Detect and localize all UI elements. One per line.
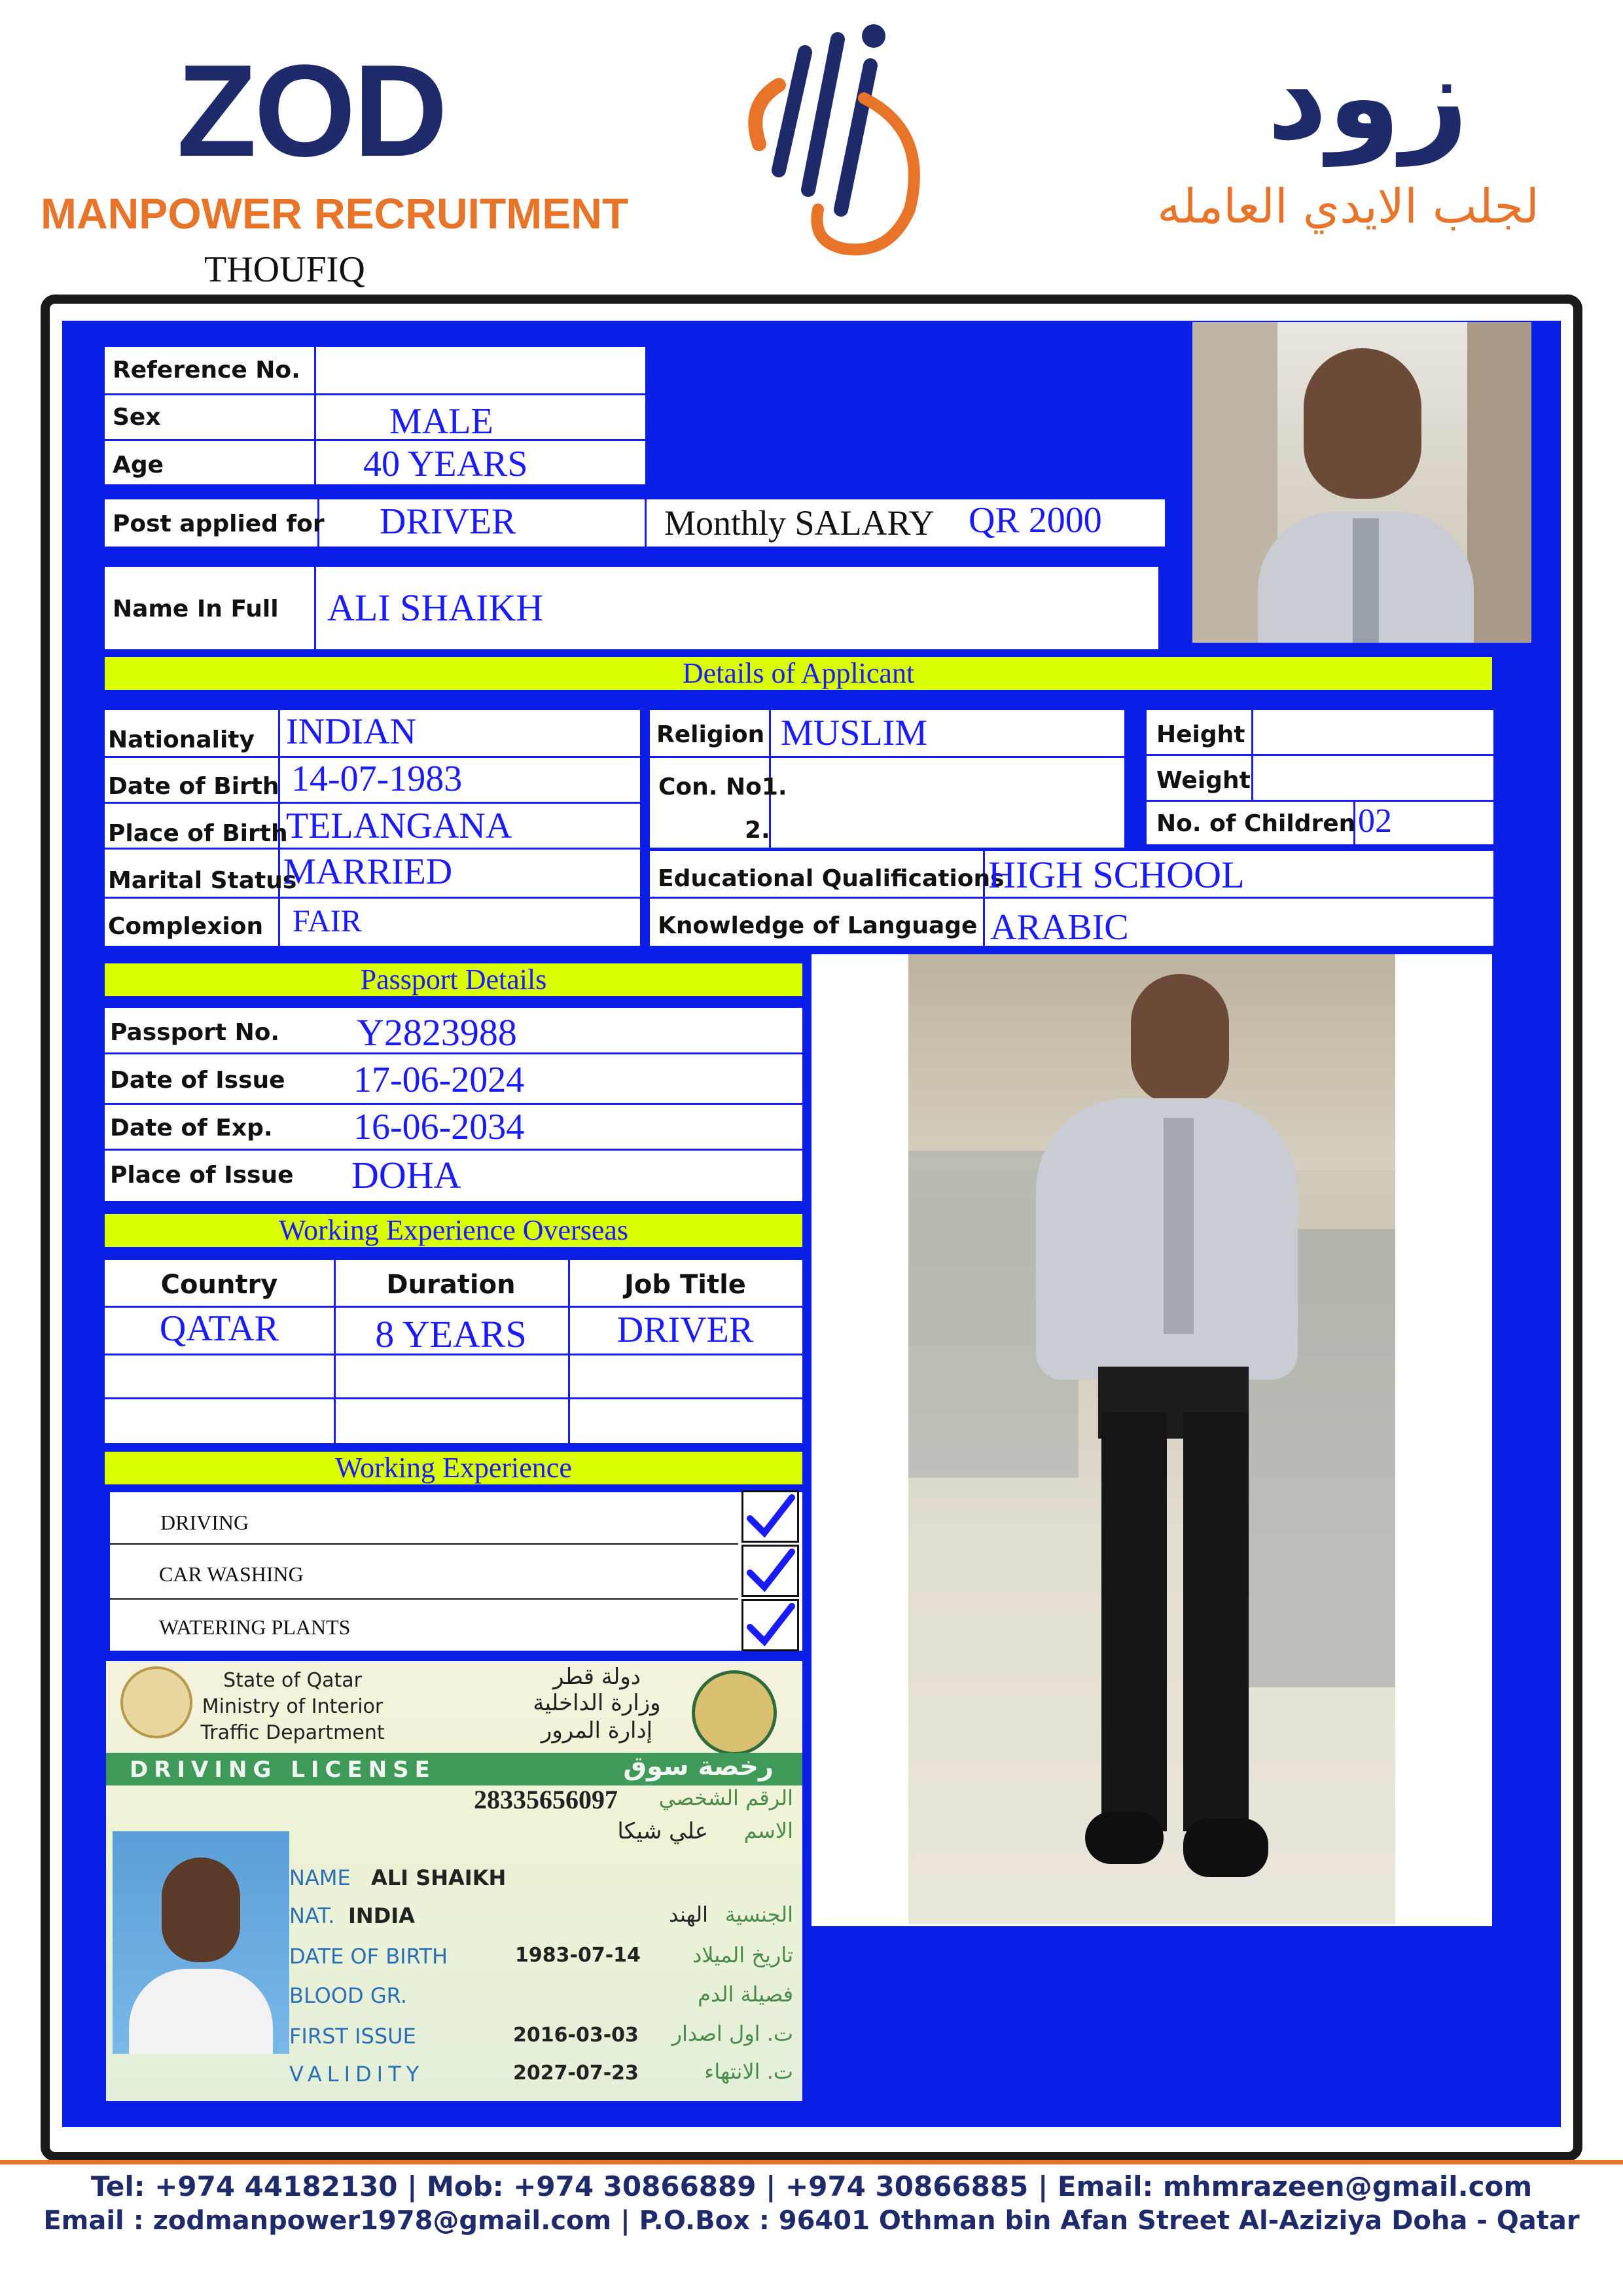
complexion-value: FAIR	[293, 904, 362, 939]
post-label: Post applied for	[113, 511, 325, 537]
issue-date-value: 17-06-2024	[353, 1060, 525, 1100]
salary-value: QR 2000	[969, 500, 1102, 541]
license-ar-name: علي شيكا	[617, 1818, 708, 1844]
expiry-date-label: Date of Exp.	[110, 1115, 273, 1141]
license-ar-nat-label: الجنسية	[724, 1902, 793, 1927]
license-name-label: NAME	[289, 1865, 351, 1890]
overseas-country-value: QATAR	[159, 1308, 279, 1349]
section-working-experience-overseas: Working Experience Overseas	[105, 1214, 802, 1247]
religion-label: Religion	[656, 721, 765, 748]
expiry-date-value: 16-06-2034	[353, 1107, 525, 1147]
overseas-header-country: Country	[160, 1270, 278, 1300]
license-ar-nat: الهند	[669, 1902, 708, 1927]
checkmark-icon	[743, 1492, 797, 1541]
applicant-portrait-photo	[1192, 322, 1531, 643]
arabic-brand: زود	[1267, 29, 1469, 166]
age-value: 40 YEARS	[363, 444, 528, 484]
overseas-header-duration: Duration	[386, 1270, 516, 1300]
license-first-issue-label: FIRST ISSUE	[289, 2024, 416, 2049]
issue-place-value: DOHA	[351, 1154, 461, 1196]
dob-value: 14-07-1983	[291, 759, 463, 799]
nationality-label: Nationality	[108, 726, 255, 753]
language-value: ARABIC	[990, 907, 1129, 948]
marital-value: MARRIED	[283, 852, 453, 892]
contact2-label: 2.	[745, 817, 770, 844]
license-blood-label: BLOOD GR.	[289, 1983, 407, 2008]
passport-no-value: Y2823988	[357, 1011, 517, 1054]
license-validity: 2027-07-23	[513, 2062, 639, 2085]
checkbox-watering-plants[interactable]	[741, 1599, 799, 1651]
license-title: DRIVING LICENSE	[130, 1757, 436, 1783]
issue-date-label: Date of Issue	[110, 1067, 285, 1094]
license-dob: 1983-07-14	[515, 1944, 641, 1967]
complexion-label: Complexion	[108, 913, 264, 940]
pob-label: Place of Birth	[108, 820, 288, 847]
dob-label: Date of Birth	[108, 773, 279, 800]
gcc-emblem-icon	[692, 1670, 777, 1755]
license-dob-label: DATE OF BIRTH	[289, 1944, 448, 1969]
license-ar-state: دولة قطر	[553, 1664, 641, 1690]
post-value: DRIVER	[380, 501, 516, 542]
qatar-emblem-icon	[120, 1666, 192, 1738]
license-ar-blood-label: فصيلة الدم	[698, 1982, 793, 2007]
license-photo	[113, 1831, 289, 2054]
applicant-full-body-photo	[908, 954, 1395, 1924]
footer-contact-line-2: Email : zodmanpower1978@gmail.com | P.O.Box : 96401 Othman bin Afan Street Al-Aziziya Doha - Qatar	[43, 2206, 1580, 2236]
brand-tagline: MANPOWER RECRUITMENT	[41, 189, 629, 238]
checkbox-car-washing[interactable]	[741, 1545, 799, 1597]
weight-label: Weight	[1156, 767, 1251, 794]
agent-name: THOUFIQ	[204, 249, 365, 290]
education-label: Educational Qualifications	[658, 865, 1005, 892]
language-label: Knowledge of Language	[658, 912, 978, 939]
section-passport-details: Passport Details	[105, 963, 802, 996]
license-ar-department: إدارة المرور	[541, 1717, 653, 1744]
nationality-value: INDIAN	[286, 711, 417, 752]
license-nat: INDIA	[348, 1903, 415, 1928]
license-ar-number-label: الرقم الشخصي	[658, 1785, 793, 1810]
necktie	[1164, 1118, 1194, 1334]
driving-license-card	[106, 1661, 802, 2101]
sex-label: Sex	[113, 404, 161, 431]
sex-value: MALE	[389, 401, 493, 442]
checkmark-icon	[743, 1601, 797, 1649]
issue-place-label: Place of Issue	[110, 1162, 294, 1189]
age-label: Age	[113, 452, 164, 478]
overseas-header-job-title: Job Title	[624, 1270, 746, 1300]
education-value: HIGH SCHOOL	[988, 853, 1245, 896]
pob-value: TELANGANA	[286, 806, 512, 846]
full-name-value: ALI SHAIKH	[327, 586, 544, 629]
company-logo-icon	[733, 13, 942, 262]
license-number: 28335656097	[474, 1785, 618, 1814]
license-ar-title: رخصة سوق	[623, 1751, 774, 1782]
checkmark-icon	[743, 1547, 797, 1595]
arabic-tagline: لجلب الايدي العامله	[1157, 179, 1539, 234]
license-first-issue: 2016-03-03	[513, 2024, 639, 2047]
marital-label: Marital Status	[108, 867, 297, 894]
license-validity-label: VALIDITY	[289, 2062, 425, 2087]
license-department: Traffic Department	[200, 1721, 385, 1744]
experience-item: DRIVING	[160, 1511, 249, 1534]
contact1-label: Con. No1.	[658, 774, 787, 800]
section-details-of-applicant: Details of Applicant	[105, 657, 1492, 690]
section-working-experience: Working Experience	[105, 1452, 802, 1484]
checkbox-driving[interactable]	[741, 1490, 799, 1543]
religion-value: MUSLIM	[781, 713, 928, 753]
children-value: 02	[1358, 802, 1392, 840]
license-nat-label: NAT.	[289, 1903, 335, 1928]
experience-item: WATERING PLANTS	[159, 1615, 351, 1639]
license-ar-name-label: الاسم	[743, 1818, 793, 1843]
children-label: No. of Children	[1156, 810, 1356, 837]
reference-label: Reference No.	[113, 357, 300, 384]
footer-rule	[0, 2160, 1623, 2164]
overseas-duration-value: 8 YEARS	[375, 1313, 527, 1355]
overseas-job-title-value: DRIVER	[616, 1310, 754, 1350]
passport-no-label: Passport No.	[110, 1019, 280, 1046]
brand-logo-text: ZOD	[177, 38, 446, 184]
height-label: Height	[1156, 721, 1245, 748]
license-ministry: Ministry of Interior	[202, 1695, 383, 1718]
experience-item: CAR WASHING	[159, 1562, 304, 1586]
license-name: ALI SHAIKH	[371, 1865, 507, 1890]
license-ar-dob-label: تاريخ الميلاد	[692, 1943, 793, 1967]
license-state: State of Qatar	[223, 1669, 362, 1692]
footer-contact-line-1: Tel: +974 44182130 | Mob: +974 30866889 | +974 30866885 | Email: mhmrazeen@gmail.com	[90, 2170, 1533, 2202]
full-name-label: Name In Full	[113, 596, 279, 622]
salary-label: Monthly SALARY	[664, 503, 935, 543]
license-ar-validity-label: ت. الانتهاء	[704, 2059, 793, 2084]
license-ar-first-label: ت. اول اصدار	[671, 2021, 793, 2046]
license-ar-ministry: وزارة الداخلية	[533, 1690, 661, 1716]
